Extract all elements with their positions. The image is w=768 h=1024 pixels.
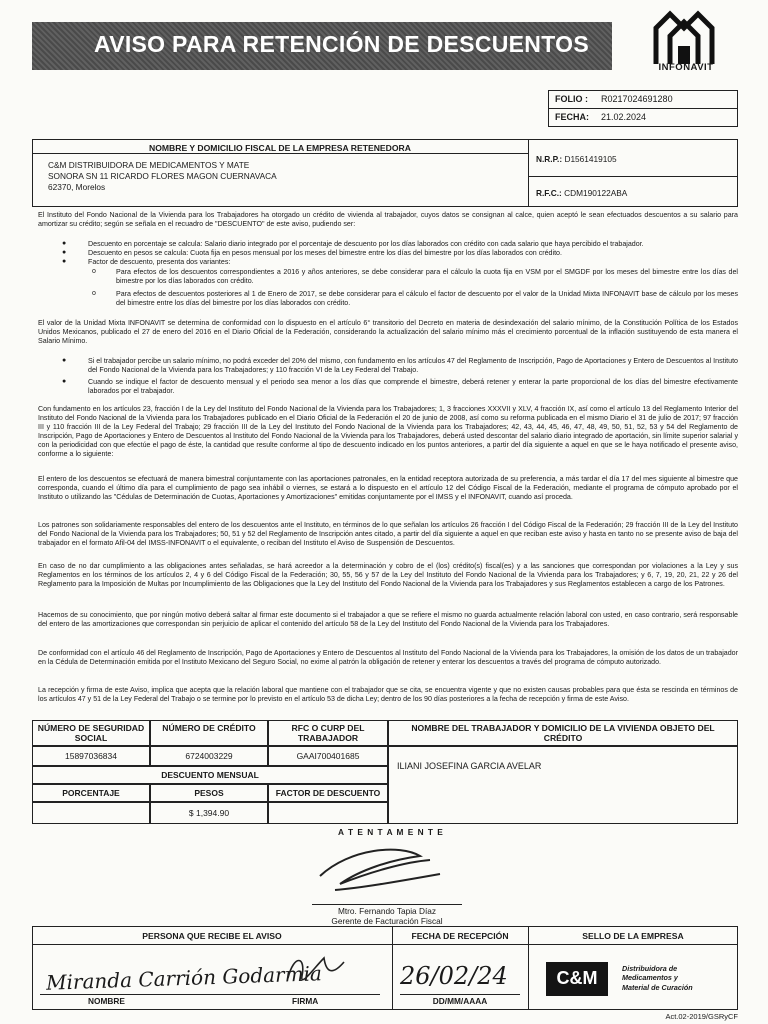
header-fecha-recepcion: FECHA DE RECEPCIÓN bbox=[411, 931, 509, 941]
header-persona: PERSONA QUE RECIBE EL AVISO bbox=[142, 931, 282, 941]
handwritten-receiver-name: Miranda Carrión Godarmia bbox=[45, 961, 323, 995]
logo-text: INFONAVIT bbox=[658, 62, 714, 73]
stamp-line-2: Medicamentos y bbox=[622, 973, 678, 983]
paragraph-fundamento: Con fundamento en los artículos 23, fracción I de la Ley del Instituto del Fondo Nacional de la Vivienda para los Trabajadores; 1, 3 fracciones XXXVII y XLV, 4 fracción IX, así como el artículo 13 del Reglamento Interior del Instituto del Fondo Nacional de la Vivienda para los Trabajadores publicado en el Diario Oficial de la Federación el 20 de junio de 2008, así como su reforma publicada en el mismo Diario el 31 de julio de 2017; 97 fracción III y 110 fracción III de la Ley Federal del Trabajo; 29 fracción III de la Ley del Instituto del Fondo Nacional de la Vivienda para los Trabajadores; 42, 43, 44, 45, 46, 47, 48, 49, 50, 51, 52, 53 y 54 del Reglamento de Inscripción, Pago de Aportaciones y Entero de Descuentos al Instituto del Fondo Nacional de la Vivienda para los Trabajadores, deberá usted descontar del salario diario integrado de aportación, sin límite superior salarial y con la periodicidad con que efectúe el pago de éste, la cantidad que resulte conforme al tipo de descuento indicado en los puntos anteriores, a partir del día siguiente a aquel en que se le haya notificado el presente aviso, conforme a lo siguiente: bbox=[38, 405, 738, 458]
value-rfc: GAAI700401685 bbox=[268, 746, 388, 766]
value-factor bbox=[268, 802, 388, 824]
bullet-factor: Factor de descuento, presenta dos variantes: bbox=[88, 258, 231, 266]
paragraph-recepcion: La recepción y firma de este Aviso, implica que acepta que la relación laboral que mantiene con el trabajador que se cita, se encuentra vigente y que no existen causas probables para que ésta se rescinda en términos de los artículos 47 y 51 de la Ley Federal del Trabajo o se termine por lo previsto en el artículo 53 de dicha Ley; dentro de los 90 días posteriores a la fecha de recepción y firma de este Aviso. bbox=[38, 686, 738, 703]
value-nombre: ILIANI JOSEFINA GARCIA AVELAR bbox=[397, 761, 542, 771]
nrp-label: N.R.P.: bbox=[536, 154, 563, 164]
paragraph-intro: El Instituto del Fondo Nacional de la Vivienda para los Trabajadores ha otorgado un crédito de vivienda al trabajador, cuyos datos se consignan al calce, quien aceptó le sean efectuados descuentos a su salario para amortizar su crédito; según se señala en el recuadro de "DESCUENTO" de este aviso, pudiendo ser: bbox=[38, 211, 738, 228]
value-pesos: $ 1,394.90 bbox=[150, 802, 268, 824]
fecha-label: FECHA: bbox=[555, 112, 589, 122]
header-porcentaje: PORCENTAJE bbox=[32, 784, 150, 802]
value-nss: 15897036834 bbox=[32, 746, 150, 766]
signer-name: Mtro. Fernando Tapia Díaz bbox=[337, 906, 437, 916]
paragraph-cedula: De conformidad con el artículo 46 del Reglamento de Inscripción, Pago de Aportaciones y Entero de Descuentos al Instituto del Fondo Nacional de la Vivienda para los Trabajadores, la omisión de los datos de un trabajador en la Cédula de Determinación emitida por el Instituto Mexicano del Seguro Social, no exime al patrón la obligación de retener y enterar los descuentos a través del programa de cómputo autorizado. bbox=[38, 649, 738, 666]
header-rfc: RFC O CURP DEL TRABAJADOR bbox=[291, 723, 365, 743]
fecha-box bbox=[548, 108, 738, 127]
header-sello: SELLO DE LA EMPRESA bbox=[582, 931, 684, 941]
rfc-label: R.F.C.: bbox=[536, 188, 562, 198]
atentamente: A T E N T A M E N T E bbox=[338, 827, 444, 837]
subbullet-2016: Para efectos de los descuentos correspondientes a 2016 y años anteriores, se debe considerar para el cálculo la cuota fija en VSM por el SMGDF por los meses del bimestre entre los días del bimestre por los días laborados con crédito. bbox=[116, 268, 738, 285]
form-code: Act.02-2019/GSRyCF bbox=[665, 1012, 738, 1021]
paragraph-conocimiento: Hacemos de su conocimiento, que por ningún motivo deberá saltar al firmar este documento si el trabajador a que se refiere el mismo no guarda actualmente relación laboral con usted, en caso contrario, será responsable del entero de las amortizaciones que correspondan sin perjuicio de aplicar el contenido del artículo 58 de la Ley del Instituto del Fondo Nacional de la Vivienda para los Trabajadores. bbox=[38, 611, 738, 628]
stamp-line-3: Material de Curación bbox=[622, 982, 693, 992]
signature-scribble-icon bbox=[300, 838, 450, 906]
paragraph-incumplimiento: En caso de no dar cumplimiento a las obligaciones antes señaladas, se hará acreedor a la determinación y cobro de el (los) crédito(s) fiscal(es) y a las sanciones que correspondan por violaciones a la Ley y sus Reglamentos en los términos de los artículos 2, 4 y 6 del Código Fiscal de la Federación; 30, 55, 56 y 57 de la Ley del Instituto del Fondo Nacional de la Vivienda para los Trabajadores; y 6, 7, 19, 20, 21, 22 y 26 del Reglamento para la Imposición de Multas por Incumplimiento de las Obligaciones que la Ley del Instituto del Fondo Nacional de la Vivienda para los Trabajadores y sus Reglamentos establecen a cargo de los Patrones. bbox=[38, 562, 738, 588]
nrp-value: D1561419105 bbox=[564, 154, 617, 164]
header-nss: NÚMERO DE SEGURIDAD SOCIAL bbox=[37, 723, 145, 743]
employer-address-1: SONORA SN 11 RICARDO FLORES MAGON CUERNAVACA bbox=[48, 171, 277, 181]
value-credito: 6724003229 bbox=[150, 746, 268, 766]
bullet-pesos: Descuento en pesos se calcula: Cuota fija en pesos mensual por los meses del bimestre entre los días del bimestre por los días laborados con crédito. bbox=[88, 249, 562, 257]
folio-value: R0217024691280 bbox=[601, 94, 673, 104]
value-porcentaje bbox=[32, 802, 150, 824]
employer-address-2: 62370, Morelos bbox=[48, 182, 106, 192]
title-banner bbox=[32, 22, 612, 70]
receiver-signature-icon bbox=[280, 948, 350, 998]
folio-label: FOLIO : bbox=[555, 94, 588, 104]
rfc-value: CDM190122ABA bbox=[564, 188, 628, 198]
stamp-logo: C&M bbox=[546, 962, 608, 996]
paragraph-uma: El valor de la Unidad Mixta INFONAVIT se determina de conformidad con lo dispuesto en el artículo 6° transitorio del Decreto en materia de desindexación del salario mínimo, de la Constitución Política de los Estados Unidos Mexicanos, publicado el 27 de enero del 2016 en el Diario Oficial de la Federación, considerando la actualización del salario mínimo más el crecimiento porcentual de la inflación sustituyendo de esta manera el Salario Mínimo. bbox=[38, 319, 738, 345]
paragraph-entero: El entero de los descuentos se efectuará de manera bimestral conjuntamente con las aportaciones patronales, en la entidad receptora autorizada de su preferencia, a más tardar el día 17 del mes siguiente al bimestre que corresponda, cuando el último día para el cumplimiento de pago sea inhábil o viernes, se estará a lo dispuesto en el artículo 12 del Código Fiscal de la Federación, mediante el programa de cómputo aprobado por el Instituto o utilizando las "Cédulas de Determinación de Cuotas, Aportaciones y Amortizaciones" emitidas conjuntamente por el IMSS y el INFONAVIT, cuando así proceda. bbox=[38, 475, 738, 501]
paragraph-solidarios: Los patrones son solidariamente responsables del entero de los descuentos ante el Instituto, en términos de lo que señalan los artículos 26 fracción I del Código Fiscal de la Federación; 29 fracción III de la Ley del Instituto del Fondo Nacional de la Vivienda para los Trabajadores; 50, 51 y 52 del Reglamento de Inscripción antes citado, a partir del día siguiente a aquel en que reciban este aviso y hasta en tanto no se presente aviso de baja del trabajador en el formato Afil-04 del IMSS-INFONAVIT o el equivalente, o reciban del Instituto el Aviso de Suspensión de Descuentos. bbox=[38, 521, 738, 547]
subbullet-2017: Para efectos de descuentos posteriores al 1 de Enero de 2017, se debe considerar para el cálculo el factor de descuento por el valor de la Unidad Mixta INFONAVIT base de cálculo por los meses del bimestre entre los días del bimestre por los días laborados con crédito. bbox=[116, 290, 738, 307]
fecha-value: 21.02.2024 bbox=[601, 112, 647, 122]
employer-name: C&M DISTRIBUIDORA DE MEDICAMENTOS Y MATE bbox=[48, 160, 250, 170]
header-credito: NÚMERO DE CRÉDITO bbox=[162, 723, 256, 733]
stamp-line-1: Distribuidora de bbox=[622, 964, 678, 973]
firma-label: FIRMA bbox=[292, 996, 319, 1006]
descuento-mensual-title: DESCUENTO MENSUAL bbox=[32, 766, 388, 784]
document-title: AVISO PARA RETENCIÓN DE DESCUENTOS bbox=[94, 31, 589, 57]
date-format-label: DD/MM/AAAA bbox=[432, 996, 488, 1006]
handwritten-date: 26/02/24 bbox=[400, 962, 508, 990]
header-pesos: PESOS bbox=[150, 784, 268, 802]
employer-section-title: NOMBRE Y DOMICILIO FISCAL DE LA EMPRESA RETENEDORA bbox=[149, 143, 411, 153]
bullet-salario-minimo: Si el trabajador percibe un salario mínimo, no podrá exceder del 20% del mismo, con fundamento en los artículos 47 del Reglamento de Inscripción, Pago de Aportaciones y Entero de Descuentos al Instituto del Fondo Nacional de la Vivienda para los Trabajadores; y 110 fracción VI de la Ley Federal del Trabajo. bbox=[88, 357, 738, 374]
infonavit-logo-icon bbox=[650, 6, 718, 66]
folio-box bbox=[548, 90, 738, 109]
bullet-percentage: Descuento en porcentaje se calcula: Salario diario integrado por el porcentaje de descuento por los días laborados con crédito con cada salario que haya percibido el trabajador. bbox=[88, 240, 644, 248]
header-factor: FACTOR DE DESCUENTO bbox=[268, 784, 388, 802]
header-nombre: NOMBRE DEL TRABAJADOR Y DOMICILIO DE LA VIVIENDA OBJETO DEL CRÉDITO bbox=[411, 723, 715, 743]
nombre-label: NOMBRE bbox=[88, 996, 125, 1006]
bullet-proporcional: Cuando se indique el factor de descuento mensual y el periodo sea menor a los días que comprende el bimestre, deberá retener y enterar la parte proporcional de los días del bimestre efectivamente laborados por el trabajador. bbox=[88, 378, 738, 395]
signer-role: Gerente de Facturación Fiscal bbox=[331, 916, 443, 926]
